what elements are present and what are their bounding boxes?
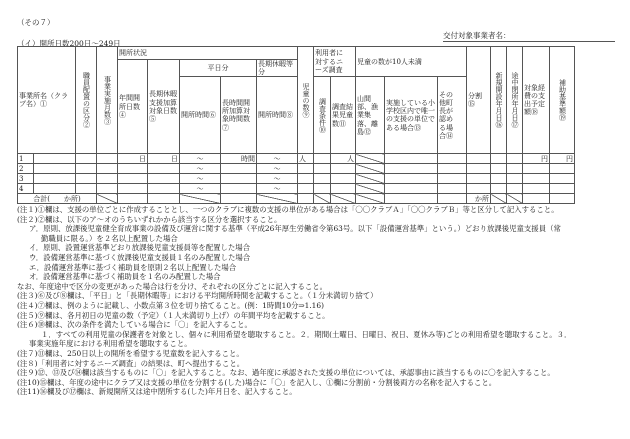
cell-subsidy-standard[interactable] [550,164,575,174]
cell-annual-days[interactable]: 日 [118,154,148,164]
cell-split[interactable] [467,184,491,194]
header-survey-condition: 調査条件⑩ [314,77,331,154]
note-5: (注５)⑨欄は、各月初日の児童の数（予定）（１人未満切り上げ）の年間平均を記載すること。 [17,310,330,320]
cell-close-date[interactable] [507,164,523,174]
cell-other-approved[interactable] [438,154,467,164]
total-annual-days[interactable] [118,194,148,204]
note-6: (注６)⑩欄は、次の条件を満たしている場合に「〇」を記入すること。 [17,320,252,330]
cell-survey-result[interactable] [331,174,356,184]
total-label: 合計( か所) [18,194,97,204]
cell-annual-days[interactable] [118,164,148,174]
note-6-conditions: １．すべての利用児童の保護者を対象とし、個々に利用希望を聴取すること。２．期間(土曜日、日曜日、祝日、夏休み等)ごとの利用希望を聴取すること。３． [41,329,572,339]
total-planned-expense[interactable] [523,194,550,204]
header-weekday: 平日分 [180,60,257,77]
cell-months[interactable] [97,184,118,194]
cell-long-vacation-days[interactable] [148,164,180,174]
header-long-vacation-days: 長期休暇支援加算対象日数⑤ [148,60,180,154]
cell-weekday-hours[interactable]: ～ [180,164,221,174]
header-long-hours-count: 長時間開所加算対象時間数⑦ [221,77,257,154]
cell-long-hours-count[interactable] [221,174,257,184]
cell-annual-days[interactable] [118,174,148,184]
grantee-name-label: 交付対象事業者名： [443,31,511,40]
cell-weekday-hours[interactable]: ～ [180,184,221,194]
facility-table [17,46,575,204]
header-mountain-area: 山間部、漁業集落、離島⑫ [356,77,385,154]
form-number: （その７） [17,18,55,27]
cell-new-open-date[interactable] [491,184,507,194]
cell-facility-name[interactable] [34,174,76,184]
cell-facility-name[interactable] [34,184,76,194]
note-2: (注２)②欄は、以下のア～オのうちいずれかから該当する区分を選択すること。 [17,214,282,224]
cell-only-unit[interactable] [385,154,438,164]
note-2-o: オ．設備運営基準に基づく補助員を１名のみ配置した場合 [29,272,221,282]
header-split: 分割⑮ [467,47,491,154]
header-only-unit: 実施している小学校区内で唯一の支援の単位である場合⑬ [385,77,438,154]
cell-close-date[interactable] [507,154,523,164]
cell-planned-expense[interactable] [523,184,550,194]
header-annual-days: 年間開所日数④ [118,60,148,154]
cell-long-vacation-days[interactable] [148,184,180,194]
row-number: 1 [18,154,34,164]
note-4: (注４)⑦欄は、例のように記載し、小数点第３位を切り捨てること。(例：1時間10分⇒1.16) [17,300,324,310]
cell-subsidy-standard[interactable]: 円 [550,154,575,164]
cell-mountain-area-disabled [356,184,385,194]
cell-months[interactable] [97,154,118,164]
total-only-unit[interactable] [385,194,438,204]
total-subsidy-standard[interactable] [550,194,575,204]
cell-mountain-area-disabled [356,174,385,184]
note-1: (注１)①欄は、支援の単位ごとに作成することとし、一つのクラブに複数の支援の単位がある場合は「〇〇クラブＡ」「〇〇クラブＢ」等と区分して記入すること。 [17,205,559,214]
total-months-disabled [97,194,118,204]
cell-staff-category[interactable] [76,184,97,194]
cell-children-count[interactable] [298,164,314,174]
note-10: (注10)⑮欄は、年度の途中にクラブ又は支援の単位を分割する(した)場合に「〇」を記入し、①欄に分割前・分割後両方の名称を記入すること。 [17,377,497,387]
row-number: 4 [18,184,34,194]
table-row [18,164,575,174]
header-subsidy-standard: 補助基準額⑲ [550,47,575,154]
total-survey-result-disabled [331,194,356,204]
total-close-date-disabled [507,194,523,204]
note-9: (注９)⑫、⑬及び⑭欄は該当するものに「〇」を記入すること。なお、過年度に承認された支援の単位については、承認事由に該当するものに〇を記入すること。 [17,368,555,378]
cell-split[interactable] [467,154,491,164]
cell-new-open-date[interactable] [491,164,507,174]
header-staff-category: 職員配置の区分② [76,47,97,154]
cell-staff-category[interactable] [76,154,97,164]
header-new-open-date: 新規開設年月日⑯ [491,47,507,154]
note-7: (注７)⑪欄は、250日以上の開所を希望する児童数を記入すること。 [17,348,244,358]
total-long-vacation-days[interactable] [148,194,180,204]
cell-weekday-hours[interactable]: ～ [180,154,221,164]
total-mountain-area-disabled [356,194,385,204]
cell-other-approved[interactable] [438,184,467,194]
cell-weekday-hours[interactable]: ～ [180,174,221,184]
table-row [18,184,575,194]
cell-survey-condition[interactable] [314,184,331,194]
cell-survey-condition[interactable] [314,164,331,174]
section-subtitle: （イ）開所日数200日～249日 [17,39,121,48]
note-2-remark: なお、年度途中で区分の変更があった場合は行を分け、それぞれの区分ごとに記入すること。 [17,281,328,291]
cell-facility-name[interactable] [34,154,76,164]
header-facility-name: 事業所名（クラブ名）① [18,47,76,154]
cell-survey-result[interactable] [331,184,356,194]
header-under-10: 児童の数が10人未満 [356,47,467,77]
note-2-i: イ．原則、設置運営基準どおり放課後児童支援員等を配置した場合 [29,243,251,253]
cell-close-date[interactable] [507,174,523,184]
total-long-hours-count[interactable] [221,194,257,204]
table-row [18,154,575,164]
header-long-vacation: 長期休暇等分 [257,60,298,77]
cell-staff-category[interactable] [76,174,97,184]
grantee-name-field[interactable] [443,41,615,42]
cell-survey-condition[interactable] [314,174,331,184]
cell-only-unit[interactable] [385,164,438,174]
cell-subsidy-standard[interactable] [550,174,575,184]
cell-planned-expense[interactable] [523,174,550,184]
note-11: (注11)⑯欄及び⑰欄は、新規開所又は途中閉所する(した)年月日を、記入すること。 [17,387,297,397]
header-months: 事業実施月数③ [97,47,118,154]
cell-annual-days[interactable] [118,184,148,194]
cell-split[interactable] [467,164,491,174]
header-other-approved: その他町長が認める場合⑭ [438,77,467,154]
cell-subsidy-standard[interactable] [550,184,575,194]
cell-vacation-hours[interactable]: ～ [257,174,298,184]
header-needs-survey: 利用者に対するニーズ調査 [314,47,356,77]
cell-planned-expense[interactable]: 円 [523,154,550,164]
cell-close-date[interactable] [507,184,523,194]
cell-vacation-hours[interactable]: ～ [257,184,298,194]
cell-children-count[interactable] [298,174,314,184]
cell-children-count[interactable]: 人 [298,154,314,164]
header-vacation-hours: 開所時間⑧ [257,77,298,154]
cell-facility-name[interactable] [34,164,76,174]
note-2-a: ア．原則、放課後児童健全育成事業の設備及び運営に関する基準（平成26年厚生労働省令第63号。以下「設備運営基準」という。）どおり放課後児童支援員（常 [29,224,561,234]
header-opening-status: 開所状況 [118,47,298,60]
cell-months[interactable] [97,174,118,184]
total-weekday-hours-disabled [180,194,221,204]
cell-survey-result[interactable] [331,164,356,174]
row-number: 3 [18,174,34,184]
cell-survey-condition[interactable] [314,154,331,164]
note-2-a-cont: 勤職員に限る。）を２名以上配置した場合 [41,233,178,243]
cell-mountain-area-disabled [356,154,385,164]
table-row [18,174,575,184]
cell-new-open-date[interactable] [491,154,507,164]
cell-long-hours-count[interactable] [221,164,257,174]
cell-new-open-date[interactable] [491,174,507,184]
header-children-count: 児童の数⑨ [298,47,314,154]
total-other-approved[interactable] [438,194,467,204]
cell-staff-category[interactable] [76,164,97,174]
cell-other-approved[interactable] [438,174,467,184]
note-8: (注８)「利用者に対するニーズ調査」の結果は、町へ提出すること。 [17,358,245,368]
cell-survey-result[interactable]: 人 [331,154,356,164]
cell-months[interactable] [97,164,118,174]
header-planned-expense: 対象経費の支出予定額⑱ [523,47,550,154]
cell-only-unit[interactable] [385,174,438,184]
total-row [18,194,575,204]
total-split[interactable]: か所 [467,194,491,204]
note-2-u: ウ．設備運営基準に基づく放課後児童支援員１名のみ配置した場合 [29,252,251,262]
cell-mountain-area-disabled [356,164,385,174]
header-weekday-hours: 開所時間⑥ [180,77,221,154]
notes-section [17,205,627,397]
note-6-conditions-cont: 事業実施年度における利用希望を聴取すること。 [29,339,192,349]
cell-long-hours-count[interactable]: 時間 [221,154,257,164]
total-children-count[interactable] [298,194,314,204]
cell-vacation-hours[interactable]: ～ [257,164,298,174]
header-survey-result: 調査結果児童数⑪ [331,77,356,154]
cell-long-vacation-days[interactable]: 日 [148,154,180,164]
cell-only-unit[interactable] [385,184,438,194]
cell-other-approved[interactable] [438,164,467,174]
cell-split[interactable] [467,174,491,184]
note-3: (注３)⑥及び⑧欄は、「平日」と「長期休暇等」における平均開所時間を記載すること。（１分未満切り捨て） [17,291,378,301]
cell-long-hours-count[interactable] [221,184,257,194]
cell-long-vacation-days[interactable] [148,174,180,184]
total-vacation-hours-disabled [257,194,298,204]
cell-planned-expense[interactable] [523,164,550,174]
cell-children-count[interactable] [298,184,314,194]
cell-vacation-hours[interactable]: ～ [257,154,298,164]
total-survey-condition-disabled [314,194,331,204]
header-close-date: 途中閉所年月日⑰ [507,47,523,154]
row-number: 2 [18,164,34,174]
total-new-open-date-disabled [491,194,507,204]
note-2-e: エ．設備運営基準に基づく補助員を原則２名以上配置した場合 [29,262,237,272]
